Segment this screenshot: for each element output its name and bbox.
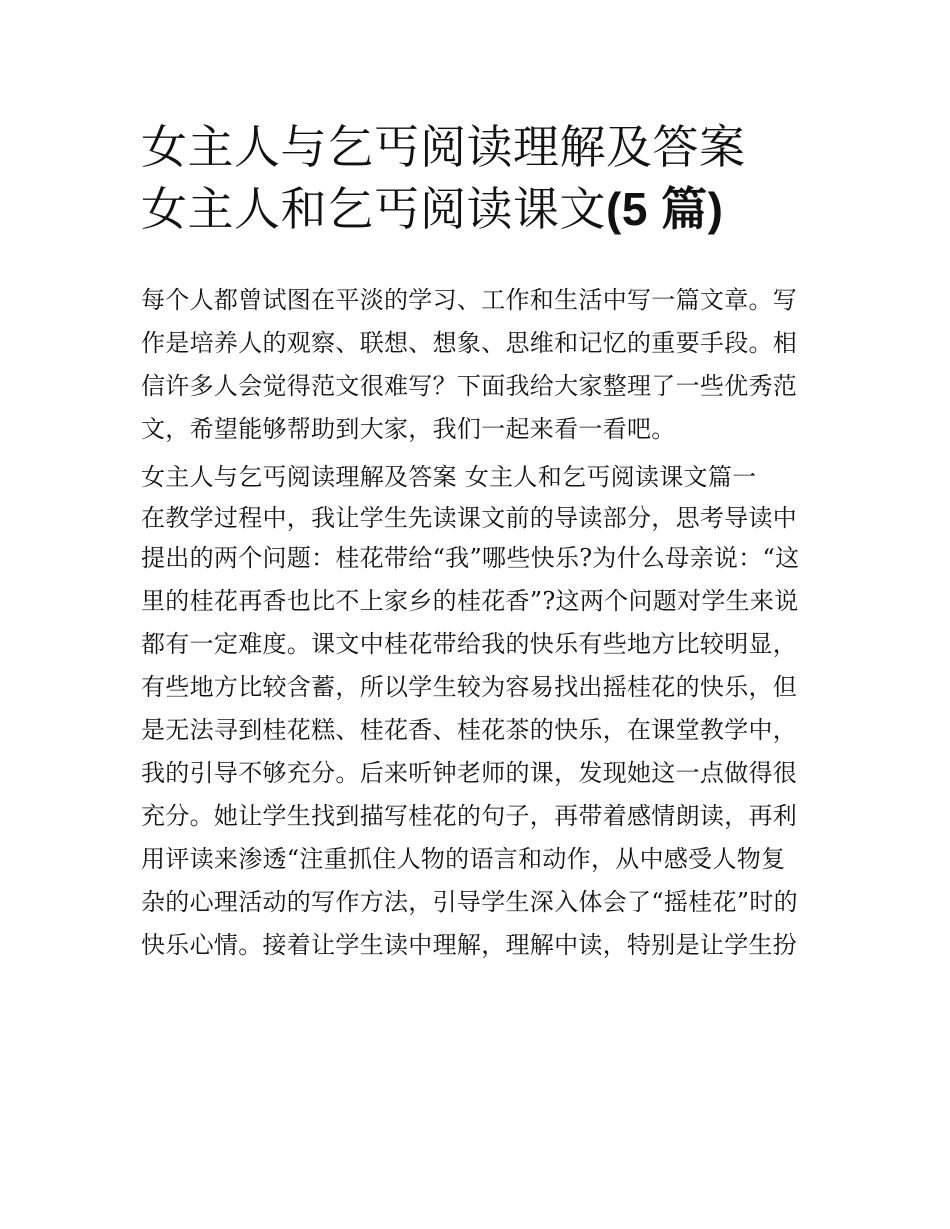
title-line-1: 女主人与乞丐阅读理解及答案 [141, 120, 746, 174]
intro-line: 作是培养人的观察、联想、想象、思维和记忆的重要手段。相 [141, 329, 798, 357]
paragraph-line: 用评读来渗透“注重抓住人物的语言和动作，从中感受人物复 [141, 845, 786, 873]
intro-line: 文，希望能够帮助到大家，我们一起来看一看吧。 [141, 415, 676, 443]
paragraph-line: 充分。她让学生找到描写桂花的句子，再带着感情朗读，再利 [141, 802, 798, 830]
paragraph-line: 杂的心理活动的写作方法，引导学生深入体会了“摇桂花”时的 [141, 888, 798, 916]
paragraph-line: 都有一定难度。课文中桂花带给我的快乐有些地方比较明显， [141, 630, 798, 658]
paragraph-line: 提出的两个问题：桂花带给“我”哪些快乐?为什么母亲说：“这 [141, 544, 800, 572]
paragraph-line: 有些地方比较含蓄，所以学生较为容易找出摇桂花的快乐，但 [141, 673, 798, 701]
intro-line: 信许多人会觉得范文很难写？下面我给大家整理了一些优秀范 [141, 372, 798, 400]
paragraph-line: 快乐心情。接着让学生读中理解，理解中读，特别是让学生扮 [141, 931, 798, 959]
intro-line: 每个人都曾试图在平淡的学习、工作和生活中写一篇文章。写 [141, 286, 798, 314]
paragraph-line: 里的桂花再香也比不上家乡的桂花香”?这两个问题对学生来说 [141, 587, 799, 615]
document-title [141, 116, 831, 240]
document-body [141, 279, 841, 967]
title-line-2 [141, 178, 831, 240]
title-line-2-suffix: (5 篇) [606, 183, 724, 235]
paragraph-line: 是无法寻到桂花糕、桂花香、桂花茶的快乐，在课堂教学中， [141, 716, 798, 744]
paragraph-line: 我的引导不够充分。后来听钟老师的课，发现她这一点做得很 [141, 759, 798, 787]
section-heading: 女主人与乞丐阅读理解及答案 女主人和乞丐阅读课文篇一 [141, 463, 757, 491]
title-line-2-text: 女主人和乞丐阅读课文 [141, 182, 606, 236]
paragraph-line: 在教学过程中，我让学生先读课文前的导读部分，思考导读中 [141, 504, 798, 532]
